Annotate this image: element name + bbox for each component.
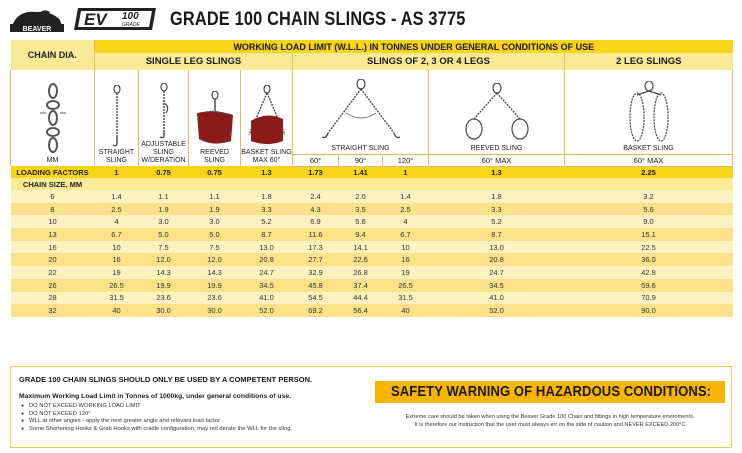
wll-cell: 32.9: [293, 266, 339, 279]
wll-cell: 3.3: [241, 203, 293, 216]
table-row: [11, 203, 733, 216]
wll-cell: 22.6: [339, 253, 383, 266]
wll-cell: 6.9: [293, 215, 339, 228]
wll-cell: 5.6: [339, 215, 383, 228]
wll-cell: 30.0: [139, 304, 189, 317]
beaver-logo: [8, 6, 66, 34]
wll-cell: 3.0: [139, 215, 189, 228]
wll-cell: 1.4: [95, 190, 139, 203]
wll-cell: 5.0: [189, 228, 241, 241]
wll-cell: 41.0: [241, 292, 293, 305]
wll-cell: 19.9: [139, 279, 189, 292]
reeved-max-angle: 60° MAX: [429, 154, 565, 166]
wll-cell: 15.1: [565, 228, 733, 241]
loading-factor: 1.3: [241, 166, 293, 178]
chain-size-cell: 6: [11, 190, 95, 203]
wll-cell: 5.0: [139, 228, 189, 241]
table-row: [11, 190, 733, 203]
adjustable-sling-icon: [154, 83, 174, 139]
wll-cell: 5.2: [241, 215, 293, 228]
wll-cell: 37.4: [339, 279, 383, 292]
loading-factor: 1.3: [429, 166, 565, 178]
wll-cell: 9.4: [339, 228, 383, 241]
wll-cell: 14.1: [339, 241, 383, 254]
wll-cell: 19.9: [189, 279, 241, 292]
wll-cell: 59.6: [565, 279, 733, 292]
warning-line: Extreme care should be taken when using the Beaver Grade 100 Chain and fittings in high temperature enviroments.: [405, 414, 695, 420]
list-item: ● Some Shortening Hooks & Grab Hooks with cradle configuration, may not derate the WLL for the sling.: [19, 426, 371, 434]
chain-size-cell: 28: [11, 292, 95, 305]
wll-cell: 4: [95, 215, 139, 228]
table-row: [11, 292, 733, 305]
group-two-leg: 2 LEG SLINGS: [565, 53, 733, 70]
wll-cell: 7.5: [189, 241, 241, 254]
warning-title: SAFETY WARNING OF HAZARDOUS CONDITIONS:: [391, 384, 712, 400]
table-row: [11, 241, 733, 254]
wll-cell: 5.2: [429, 215, 565, 228]
loading-factor: 1: [95, 166, 139, 178]
wll-cell: 17.3: [293, 241, 339, 254]
wll-cell: 13.0: [241, 241, 293, 254]
table-row: [11, 266, 733, 279]
wll-cell: 56.4: [339, 304, 383, 317]
angle-90: 90°: [339, 154, 383, 166]
wll-cell: 6.7: [95, 228, 139, 241]
straight-sling-label: STRAIGHT SLING: [98, 149, 135, 164]
wll-cell: 2.4: [293, 190, 339, 203]
chain-size-cell: 16: [11, 241, 95, 254]
page-header: [0, 0, 742, 40]
multi-reeved-sling-icon: [452, 83, 542, 143]
wll-cell: 23.6: [139, 292, 189, 305]
wll-cell: 24.7: [429, 266, 565, 279]
safety-warning: [375, 381, 725, 429]
adjustable-sling-cell: [139, 70, 189, 166]
wll-cell: 2.5: [95, 203, 139, 216]
wll-cell: 44.4: [339, 292, 383, 305]
reeved-sling-icon: [193, 91, 237, 147]
wll-subheading: Maximum Working Load Limit in Tonnes of 1000kg, under general conditions of use.: [19, 393, 292, 400]
multi-straight-sling-icon: [306, 79, 416, 143]
wll-cell: 16: [95, 253, 139, 266]
wll-cell: 8.7: [429, 228, 565, 241]
wll-cell: 10: [383, 241, 429, 254]
wll-cell: 40: [383, 304, 429, 317]
wll-cell: 2.0: [339, 190, 383, 203]
wll-cell: 20.8: [429, 253, 565, 266]
basket-max-angle: 60° MAX: [565, 154, 733, 166]
warning-body: [375, 413, 725, 429]
table-row: [11, 215, 733, 228]
mm-label: MM: [46, 157, 59, 164]
chain-size-cell: 26: [11, 279, 95, 292]
usage-notes: [19, 375, 371, 433]
angle-60: 60°: [293, 154, 339, 166]
wll-cell: 1.9: [139, 203, 189, 216]
chain-diagram-cell: [11, 70, 95, 166]
wll-cell: 2.5: [383, 203, 429, 216]
wll-cell: 20.8: [241, 253, 293, 266]
wll-cell: 31.5: [95, 292, 139, 305]
list-item: ● DO NOT EXCEED WORKING LOAD LIMIT: [19, 403, 371, 411]
chain-size-cell: 22: [11, 266, 95, 279]
loading-factor: 1: [383, 166, 429, 178]
wll-cell: 1.4: [383, 190, 429, 203]
svg-text:GRADE: GRADE: [122, 22, 140, 28]
multi-straight-cell: [293, 70, 429, 154]
wll-cell: 16: [383, 253, 429, 266]
wll-cell: 7.5: [139, 241, 189, 254]
wll-cell: 54.5: [293, 292, 339, 305]
wll-cell: 3.5: [339, 203, 383, 216]
wll-cell: 3.0: [189, 215, 241, 228]
group-multi-leg: SLINGS OF 2, 3 OR 4 LEGS: [293, 53, 565, 70]
angle-120: 120°: [383, 154, 429, 166]
wll-cell: 24.7: [241, 266, 293, 279]
wll-cell: 1.1: [139, 190, 189, 203]
list-item: ● DO NOT EXCEED 120°: [19, 411, 371, 419]
chain-size-cell: 10: [11, 215, 95, 228]
wll-cell: 14.3: [139, 266, 189, 279]
wll-cell: 19: [95, 266, 139, 279]
loading-factor: 1.41: [339, 166, 383, 178]
wll-cell: 1.1: [189, 190, 241, 203]
wll-cell: 19: [383, 266, 429, 279]
wll-cell: 69.2: [293, 304, 339, 317]
wll-cell: 34.5: [241, 279, 293, 292]
wll-cell: 8.7: [241, 228, 293, 241]
warning-bar: [375, 381, 725, 403]
loading-factors-label: LOADING FACTORS: [11, 166, 95, 178]
wll-cell: 31.5: [383, 292, 429, 305]
basket-sling-cell: [241, 70, 293, 166]
wll-cell: 45.8: [293, 279, 339, 292]
wll-cell: 5.6: [565, 203, 733, 216]
wll-cell: 6.7: [383, 228, 429, 241]
loading-factor: 0.75: [139, 166, 189, 178]
loading-factor: 2.25: [565, 166, 733, 178]
basket-sling-label: BASKET SLING MAX 60°: [241, 149, 292, 164]
chain-dia-header: CHAIN DIA.: [11, 40, 95, 70]
wll-cell: 42.8: [565, 266, 733, 279]
two-leg-basket-label: BASKET SLING: [623, 144, 674, 152]
wll-table: [10, 40, 732, 317]
chain-size-row: [11, 178, 733, 190]
loading-factors-row: [11, 166, 733, 178]
chain-size-cell: 20: [11, 253, 95, 266]
wll-cell: 90.0: [565, 304, 733, 317]
wll-cell: 52.0: [429, 304, 565, 317]
list-item: ● WLL at other angles - apply the next greater angle and relevant load factor: [19, 418, 371, 426]
basket-sling-icon: [243, 85, 291, 147]
chain-size-cell: 8: [11, 203, 95, 216]
two-leg-basket-sling-icon: [619, 81, 679, 143]
wll-cell: 13.0: [429, 241, 565, 254]
chain-size-cell: 13: [11, 228, 95, 241]
chain-size-label: CHAIN SIZE, MM: [11, 178, 95, 190]
usage-bullets: [19, 403, 371, 433]
svg-text:EV: EV: [84, 10, 107, 29]
wll-cell: 41.0: [429, 292, 565, 305]
chain-size-cell: 32: [11, 304, 95, 317]
wll-cell: 4.3: [293, 203, 339, 216]
wll-cell: 12.0: [139, 253, 189, 266]
wll-cell: 23.6: [189, 292, 241, 305]
wll-cell: 70.9: [565, 292, 733, 305]
multi-reeved-label: REEVED SLING: [470, 144, 523, 152]
wll-cell: 9.0: [565, 215, 733, 228]
wll-cell: 10: [95, 241, 139, 254]
loading-factor: 0.75: [189, 166, 241, 178]
multi-straight-label: STRAIGHT SLING: [331, 144, 390, 152]
multi-reeved-cell: [429, 70, 565, 154]
competent-person-heading: GRADE 100 CHAIN SLINGS SHOULD ONLY BE USED BY A COMPETENT PERSON.: [19, 375, 313, 384]
straight-sling-cell: [95, 70, 139, 166]
wll-cell: 34.5: [429, 279, 565, 292]
wll-cell: 26.5: [383, 279, 429, 292]
table-row: [11, 253, 733, 266]
ev100-logo: [72, 4, 162, 34]
wll-cell: 22.5: [565, 241, 733, 254]
wll-cell: 1.8: [429, 190, 565, 203]
wll-cell: 11.6: [293, 228, 339, 241]
table-row: [11, 304, 733, 317]
warning-line: It is therefore our instruction that the user must always err on the side of caution and NEVER EXCEED 200°C: [414, 422, 686, 428]
table-row: [11, 228, 733, 241]
wll-cell: 40: [95, 304, 139, 317]
wll-cell: 30.0: [189, 304, 241, 317]
svg-text:100: 100: [122, 11, 139, 22]
wll-cell: 26.8: [339, 266, 383, 279]
wll-heading: WORKING LOAD LIMIT (W.L.L.) IN TONNES UNDER GENERAL CONDITIONS OF USE: [95, 40, 733, 53]
table-row: [11, 279, 733, 292]
wll-cell: 36.0: [565, 253, 733, 266]
wll-cell: 27.7: [293, 253, 339, 266]
wll-cell: 52.0: [241, 304, 293, 317]
straight-sling-icon: [109, 85, 125, 147]
reeved-sling-label: REEVED SLING: [200, 149, 229, 164]
wll-cell: 1.8: [241, 190, 293, 203]
adjustable-sling-label: ADJUSTABLE SLING W/DERATION: [141, 141, 186, 164]
wll-cell: 12.0: [189, 253, 241, 266]
wll-cell: 3.3: [429, 203, 565, 216]
two-leg-basket-cell: [565, 70, 733, 154]
wll-cell: 26.5: [95, 279, 139, 292]
wll-cell: 1.9: [189, 203, 241, 216]
loading-factor: 1.73: [293, 166, 339, 178]
wll-cell: 14.3: [189, 266, 241, 279]
page-title: GRADE 100 CHAIN SLINGS - AS 3775: [170, 9, 466, 30]
group-single-leg: SINGLE LEG SLINGS: [95, 53, 293, 70]
chain-links-icon: [38, 83, 68, 153]
footer-panel: [10, 366, 732, 448]
reeved-sling-cell: [189, 70, 241, 166]
brand-text: BEAVER: [22, 26, 52, 33]
wll-cell: 4: [383, 215, 429, 228]
wll-cell: 3.2: [565, 190, 733, 203]
